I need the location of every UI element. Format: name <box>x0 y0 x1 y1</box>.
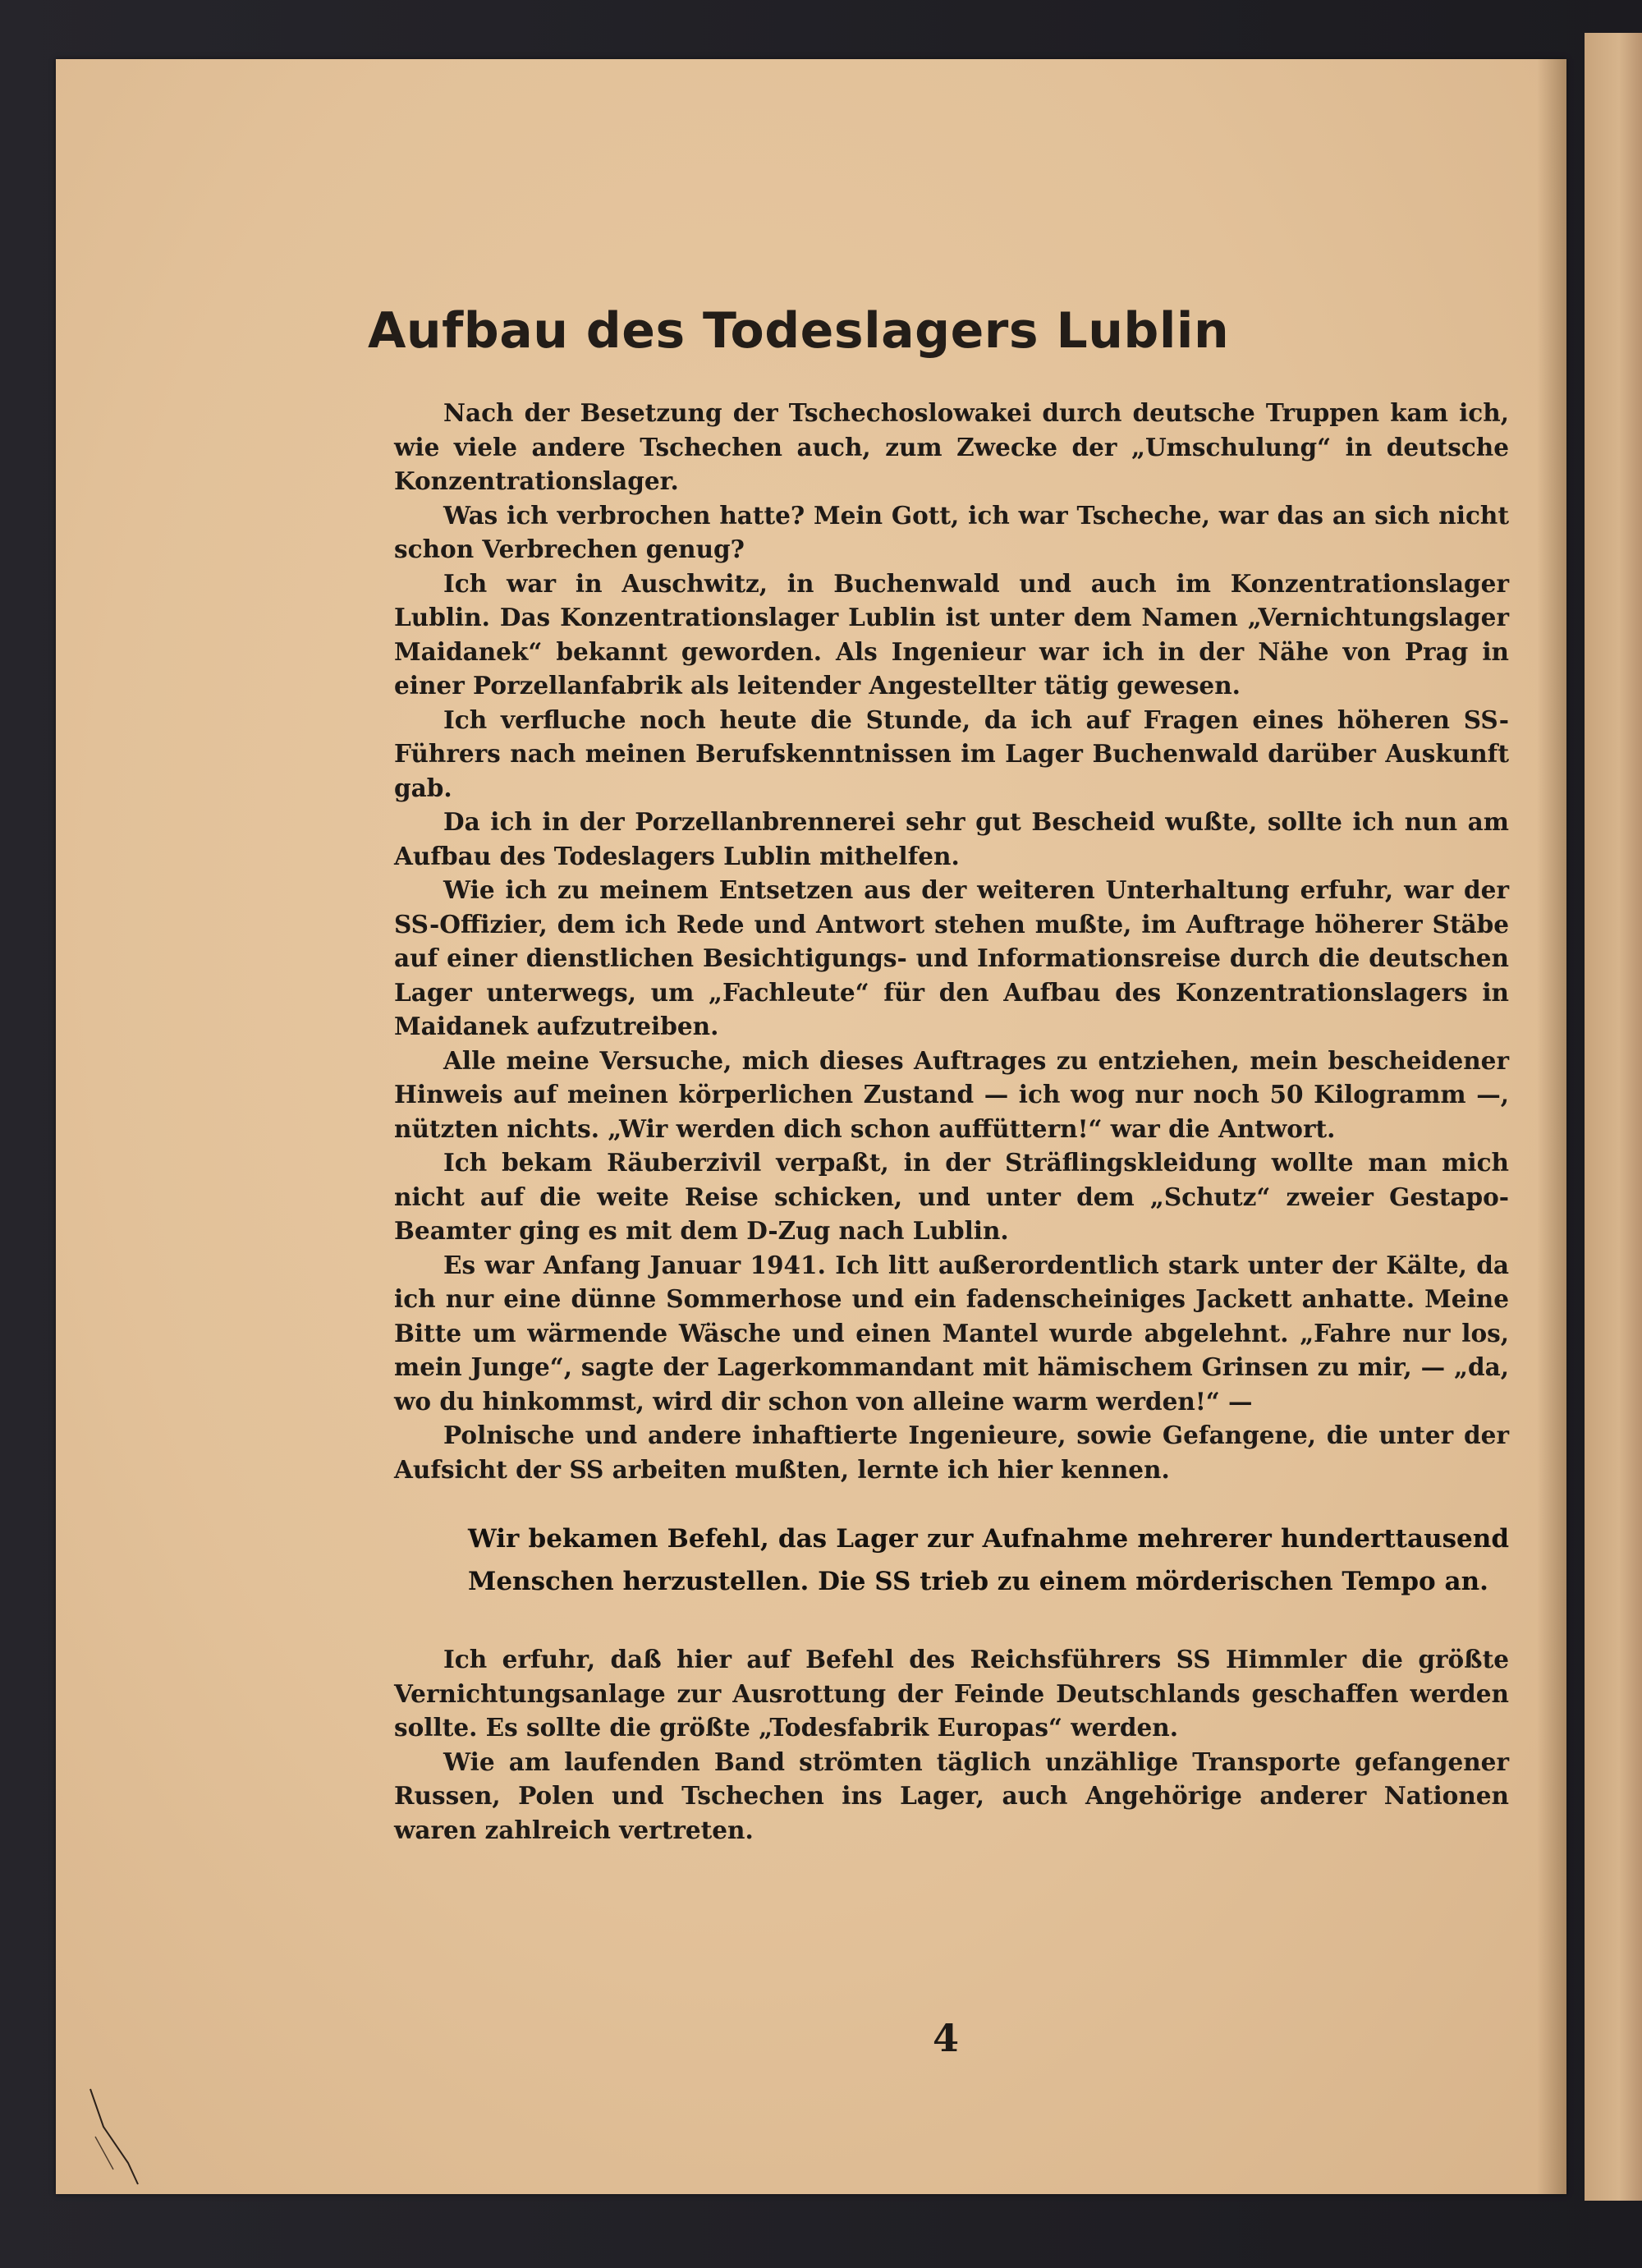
highlighted-passage: Wir bekamen Befehl, das Lager zur Aufnahme mehrerer hunderttausend Menschen herzustellen. Die SS trieb zu einem mörderischen Tempo an. <box>468 1524 1509 1596</box>
page-title: Aufbau des Todeslagers Lublin <box>368 302 1230 360</box>
text-column <box>368 245 1509 2133</box>
paragraph-6: Wie ich zu meinem Entsetzen aus der weiteren Unterhaltung erfuhr, war der SS-Offizier, dem ich Rede und Antwort stehen mußte, im Auftrage höherer Stäbe auf einer dienstlichen Besichtigungs- und Informationsreise durch die deutschen Lager unterwegs, um „Fachleute“ für den Aufbau des Konzentrationslagers in Maidanek aufzutreiben. <box>394 875 1509 1040</box>
paragraph-12: Wie am laufenden Band strömten täglich unzählige Transporte gefangener Russen, Polen und Tschechen ins Lager, auch Angehörige anderer Nationen waren zahlreich vertreten. <box>394 1747 1509 1844</box>
next-page-edge <box>1585 33 1642 2201</box>
paragraph-10: Polnische und andere inhaftierte Ingenieure, sowie Gefangene, die unter der Aufsicht der SS arbeiten mußten, lernte ich hier kennen. <box>394 1421 1509 1484</box>
document-page <box>56 59 1566 2194</box>
paragraph-9: Es war Anfang Januar 1941. Ich litt außerordentlich stark unter der Kälte, da ich nur eine dünne Sommerhose und ein fadenscheiniges Jackett anhatte. Meine Bitte um wärmende Wäsche und einen Mantel wurde abgelehnt. „Fahre nur los, mein Junge“, sagte der Lagerkommandant mit hämischem Grinsen zu mir, — „da, wo du hinkommst, wird dir schon von alleine warm werden!“ — <box>394 1250 1509 1416</box>
paragraph-11: Ich erfuhr, daß hier auf Befehl des Reichsführers SS Himmler die größte Vernichtungsanlage zur Ausrottung der Feinde Deutschlands geschaffen werden sollte. Es sollte die größte „Todesfabrik Europas“ werden. <box>394 1645 1509 1742</box>
paragraph-2: Was ich verbrochen hatte? Mein Gott, ich war Tscheche, war das an sich nicht schon Verbrechen genug? <box>394 500 1509 563</box>
paragraph-3: Ich war in Auschwitz, in Buchenwald und auch im Konzentrationslager Lublin. Das Konzentrationslager Lublin ist unter dem Namen „Vernichtungslager Maidanek“ bekannt geworden. Als Ingenieur war ich in der Nähe von Prag in einer Porzellanfabrik als leitender Angestellter tätig gewesen. <box>394 568 1509 700</box>
paragraph-7: Alle meine Versuche, mich dieses Auftrages zu entziehen, mein bescheidener Hinweis auf meinen körperlichen Zustand — ich wog nur noch 50 Kilogramm —, nützten nichts. „Wir werden dich schon auffüttern!“ war die Antwort. <box>394 1045 1509 1143</box>
paragraph-8: Ich bekam Räuberzivil verpaßt, in der Sträflingskleidung wollte man mich nicht auf die weite Reise schicken, und unter dem „Schutz“ zweier Gestapo-Beamter ging es mit dem D-Zug nach Lublin. <box>394 1148 1509 1245</box>
paragraph-4: Ich verfluche noch heute die Stunde, da ich auf Fragen eines höheren SS-Führers nach meinen Berufskenntnissen im Lager Buchenwald darüber Auskunft gab. <box>394 705 1509 802</box>
paragraph-5: Da ich in der Porzellanbrennerei sehr gut Bescheid wußte, sollte ich nun am Aufbau des Todeslagers Lublin mithelfen. <box>394 807 1509 870</box>
paragraph-1: Nach der Besetzung der Tschechoslowakei durch deutsche Truppen kam ich, wie viele andere Tschechen auch, zum Zwecke der „Umschulung“ in deutsche Konzentrationslager. <box>394 398 1509 495</box>
corner-crease-mark <box>80 2087 163 2186</box>
page-number: 4 <box>933 2016 960 2060</box>
